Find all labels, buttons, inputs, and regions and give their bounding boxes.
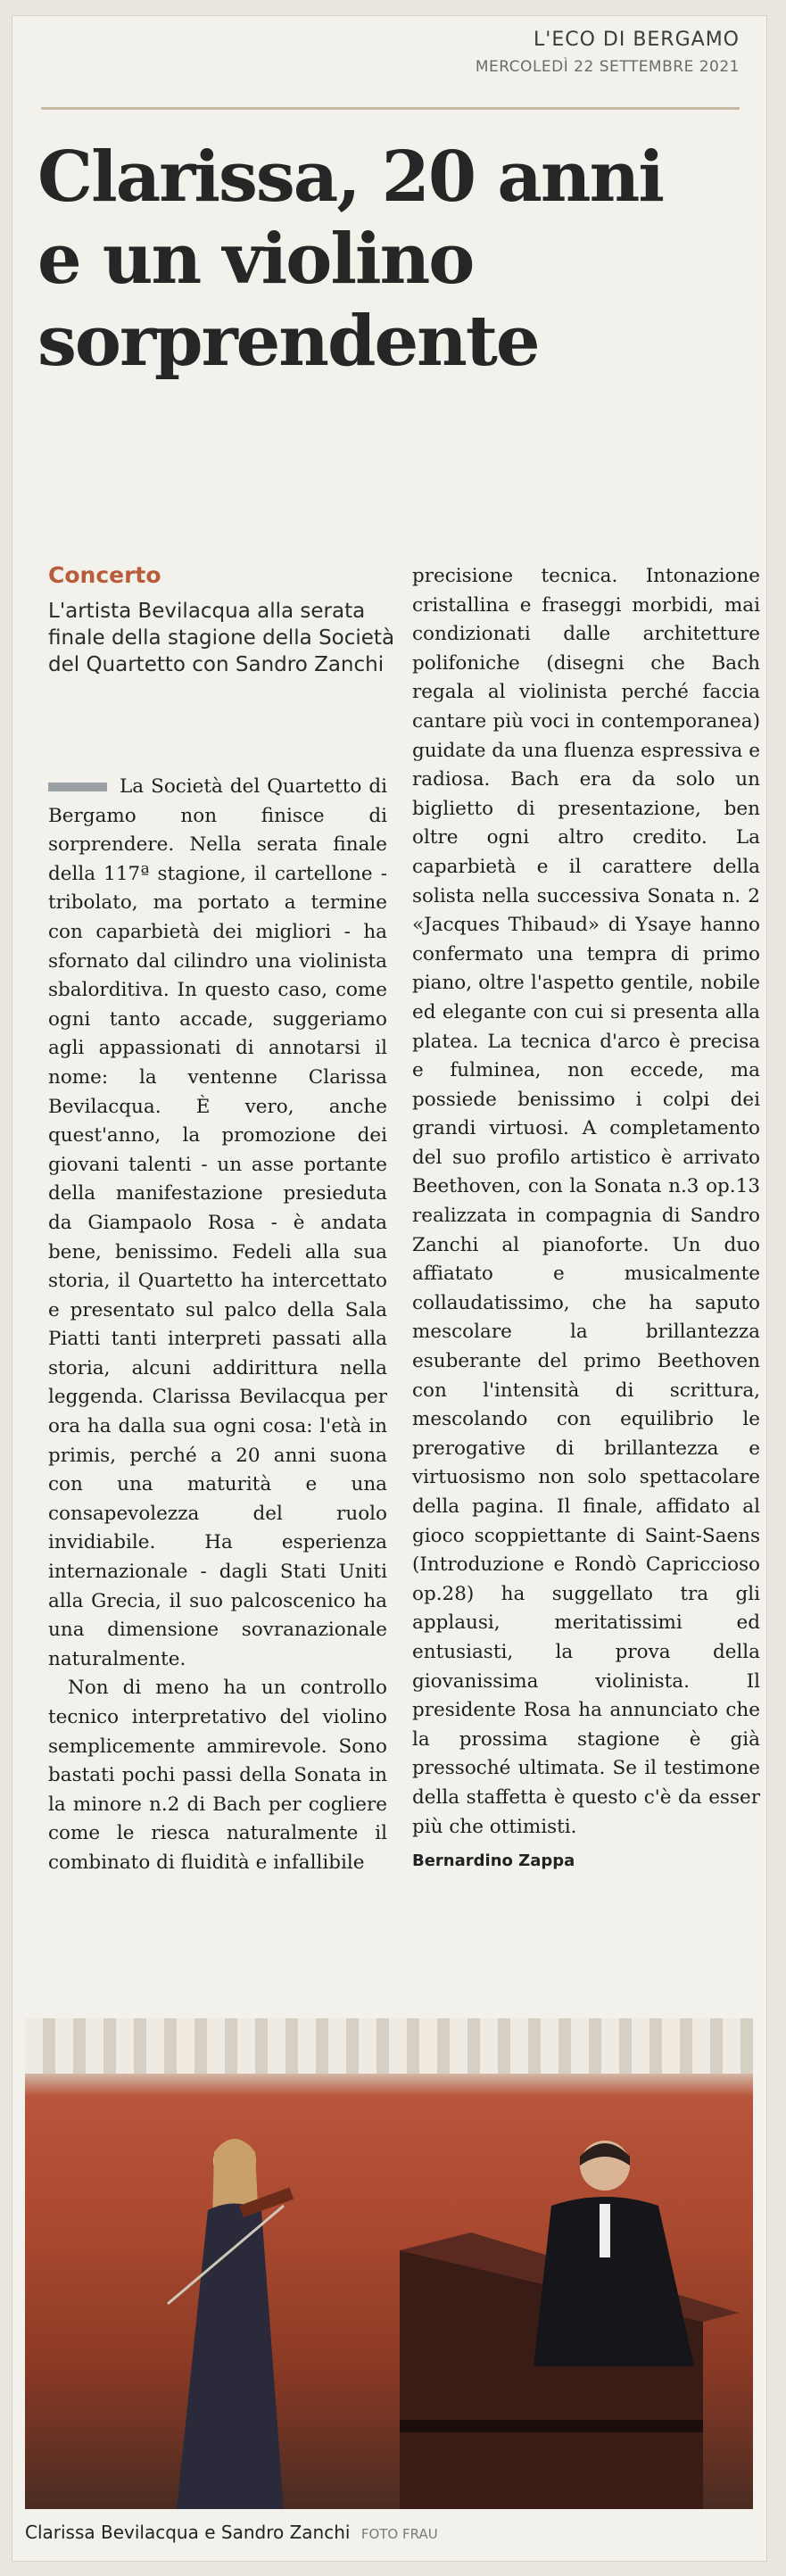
section-kicker: Concerto xyxy=(48,562,161,588)
photo-caption xyxy=(25,2522,438,2543)
author-byline: Bernardino Zappa xyxy=(412,1851,575,1871)
issue-date: MERCOLEDÌ 22 SETTEMBRE 2021 xyxy=(475,58,740,76)
violinist-figure xyxy=(159,2125,302,2509)
body-paragraph: Non di meno ha un controllo tecnico interpretativo del violino semplicemente ammirevole. Sono bastati pochi passi della Sonata in la minore n.2 di Bach per cogliere come le riesca naturalmente il combinato di fluidità e infallibile xyxy=(48,1677,387,1874)
headline-line-2: e un violino xyxy=(37,219,474,300)
pianist-figure xyxy=(525,2125,712,2366)
caption-text: Clarissa Bevilacqua e Sandro Zanchi xyxy=(25,2522,351,2543)
headline-line-1: Clarissa, 20 anni xyxy=(37,137,663,218)
stage-curtain xyxy=(25,2018,753,2074)
body-column-1 xyxy=(48,773,387,1878)
headline-line-3: sorprendente xyxy=(37,301,539,382)
article-headline xyxy=(37,137,760,383)
body-paragraph: precisione tecnica. Intonazione cristallina e fraseggi morbidi, mai condizionati dalle architetture polifoniche (disegni che Bach regala al violinista perché faccia cantare più voci in contemporanea) guidate da una fluenza espressiva e radiosa. Bach era da solo un biglietto di presentazione, ben oltre ogni altro credito. La caparbietà e il carattere della solista nella successiva Sonata n. 2 «Jacques Thibaud» di Ysaye hanno confermato una tempra di primo piano, oltre l'aspetto gentile, nobile ed elegante con cui si presenta alla platea. La tecnica d'arco è precisa e fulminea, non eccede, ma possiede benissimo i colpi dei grandi virtuosi. A completamento del suo profilo artistico è arrivato Beethoven, con la Sonata n.3 op.13 realizzata in compagnia di Sandro Zanchi al pianoforte. Un duo affiatato e musicalmente collaudatissimo, che ha saputo mescolare la brillantezza esuberante del primo Beethoven con l'intensità di scrittura, mescolando con equilibrio le prerogative di brillantezza e virtuosismo non solo spettacolare della pagina. Il finale, affidato al gioco scoppiettante di Saint-Saens (Introduzione e Rondò Capriccioso op.28) ha suggellato tra gli applausi, meritatissimi ed entusiasti, la prova della giovanissima violinista. Il presidente Rosa ha annunciato che la prossima stagione è già pressoché ultimata. Se il testimone della staffetta è questo c'è da esser più che ottimisti. xyxy=(412,565,760,1838)
newspaper-name: L'ECO DI BERGAMO xyxy=(534,29,740,51)
photo-credit: FOTO FRAU xyxy=(360,2526,438,2542)
article-summary: L'artista Bevilacqua alla serata finale della stagione della Società del Quartetto con Sandro Zanchi xyxy=(48,600,395,676)
masthead xyxy=(476,29,740,76)
body-paragraph: La Società del Quartetto di Bergamo non finisce di sorprendere. Nella serata finale della 117ª stagione, il cartellone - tribolato, ma portato a termine con caparbietà dei migliori - ha sfornato dal cilindro una violinista sbalorditiva. In questo caso, come ogni tanto accade, suggeriamo agli appassionati di annotarsi il nome: la ventenne Clarissa Bevilacqua. È vero, anche quest'anno, la promozione dei giovani talenti - un asse portante della manifestazione presieduta da Giampaolo Rosa - è andata bene, benissimo. Fedeli alla sua storia, il Quartetto ha intercettato e presentato sul palco della Sala Piatti tanti interpreti passati alla storia, alcuni addirittura nella leggenda. Clarissa Bevilacqua per ora ha dalla sua ogni cosa: l'età in primis, perché a 20 anni suona con una maturità e una consapevolezza del ruolo invidiabile. Ha esperienza internazionale - dagli Stati Uniti alla Grecia, il suo palcoscenico ha una dimensione sovranazionale naturalmente. xyxy=(48,775,387,1670)
header-rule xyxy=(41,107,740,110)
newspaper-page xyxy=(12,16,766,2561)
lead-dash xyxy=(48,783,107,791)
concert-photo xyxy=(25,2018,753,2509)
body-column-2 xyxy=(412,562,760,1876)
